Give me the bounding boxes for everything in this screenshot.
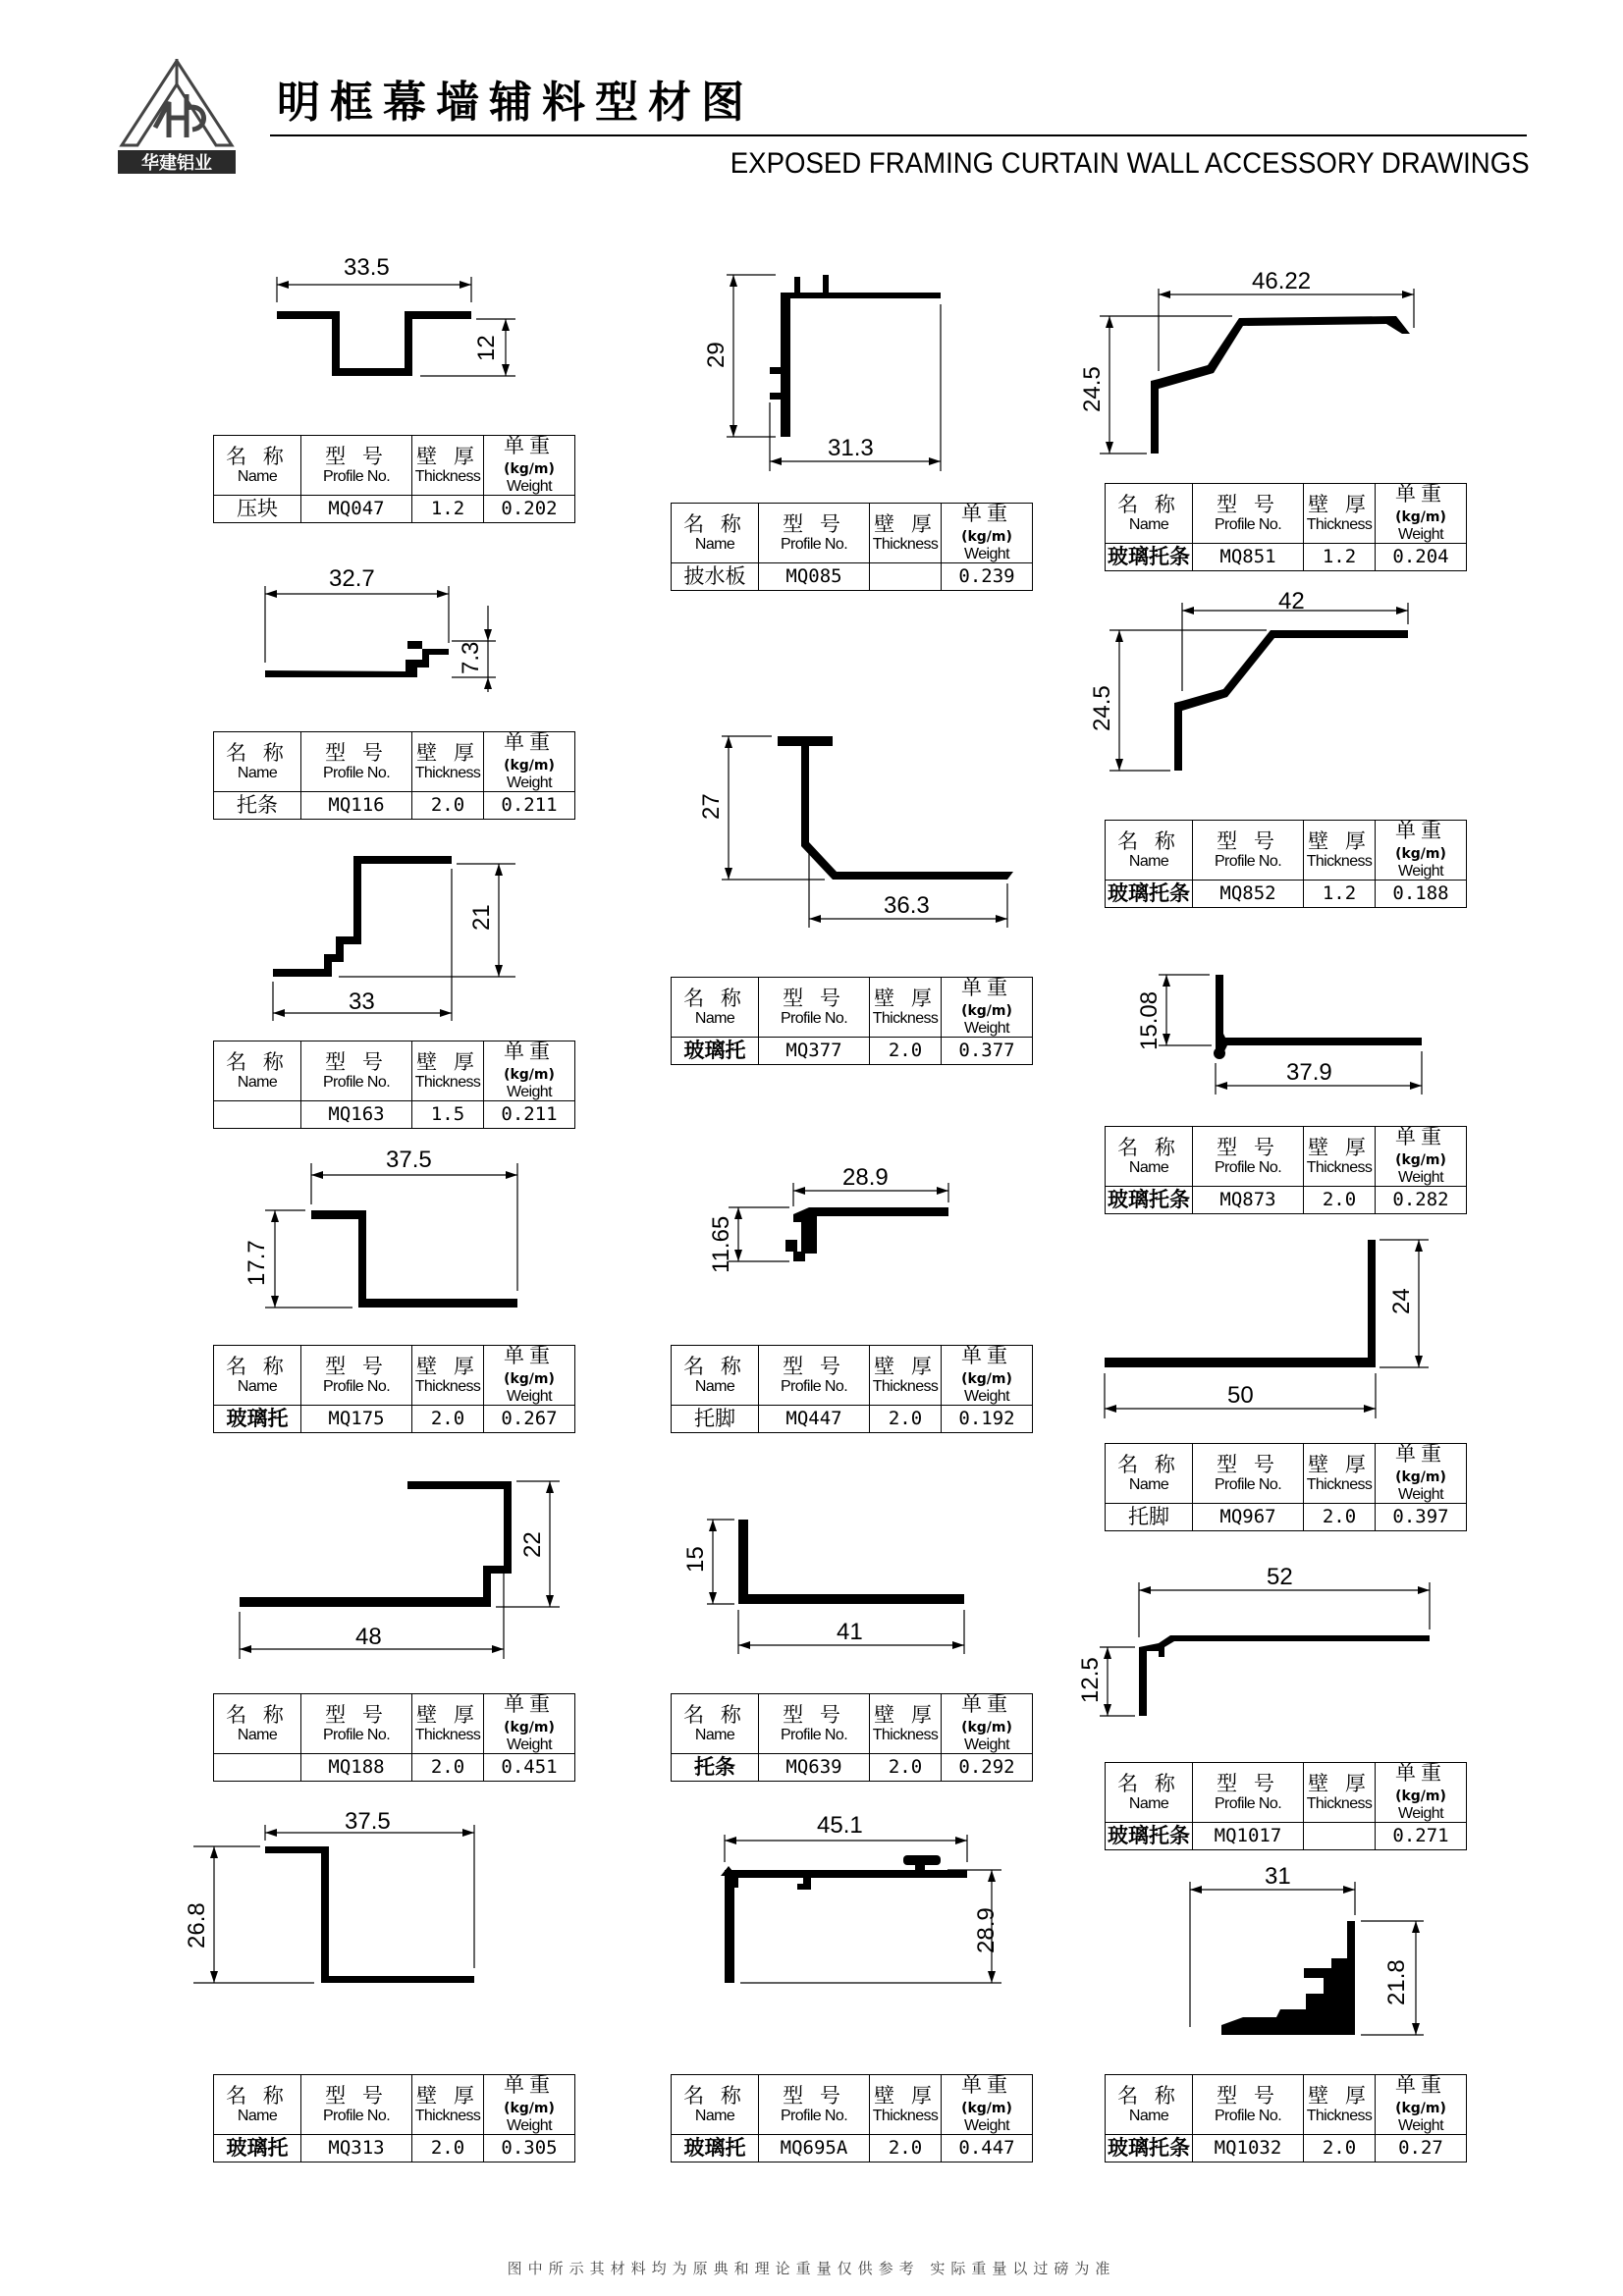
profile-drawing-mq967	[1095, 1232, 1448, 1428]
profile-drawing-mq163	[265, 844, 520, 1026]
spec-table-mq313: 名 称 Name 型 号 Profile No. 壁 厚 Thickness 单重(kg/m) Weight 玻璃托 MQ313 2.0 0.305	[213, 2074, 575, 2163]
profile-drawing-mq1017	[1077, 1561, 1434, 1723]
dim-height: 22	[519, 1531, 546, 1558]
dim-height: 21.8	[1383, 1959, 1410, 2005]
dim-width: 46.22	[1252, 268, 1312, 294]
dim-height: 28.9	[973, 1907, 1000, 1953]
dim-width: 41	[837, 1619, 863, 1645]
dim-width: 36.3	[884, 892, 930, 919]
profile-drawing-mq695a	[707, 1811, 1001, 2007]
spec-table-mq377: 名 称 Name 型 号 Profile No. 壁 厚 Thickness 单重(kg/m) Weight 玻璃托 MQ377 2.0 0.377	[671, 977, 1033, 1065]
dim-width: 28.9	[842, 1164, 889, 1191]
dim-width: 31.3	[828, 435, 874, 461]
profile-drawing-mq447	[707, 1163, 962, 1286]
profile-drawing-mq175	[241, 1144, 535, 1320]
spec-table-mq1017: 名 称 Name 型 号 Profile No. 壁 厚 Thickness 单重(kg/m) Weight 玻璃托条 MQ1017 0.271	[1105, 1762, 1467, 1850]
spec-table-mq175: 名 称 Name 型 号 Profile No. 壁 厚 Thickness 单重(kg/m) Weight 玻璃托 MQ175 2.0 0.267	[213, 1345, 575, 1433]
profile-drawing-mq377	[698, 726, 1021, 933]
spec-table-mq967: 名 称 Name 型 号 Profile No. 壁 厚 Thickness 单重(kg/m) Weight 托脚 MQ967 2.0 0.397	[1105, 1443, 1467, 1531]
spec-table-mq447: 名 称 Name 型 号 Profile No. 壁 厚 Thickness 单重(kg/m) Weight 托脚 MQ447 2.0 0.192	[671, 1345, 1033, 1433]
spec-table-mq851: 名 称 Name 型 号 Profile No. 壁 厚 Thickness 单重(kg/m) Weight 玻璃托条 MQ851 1.2 0.204	[1105, 483, 1467, 571]
profile-drawing-mq639	[682, 1502, 982, 1664]
company-logo	[118, 59, 236, 175]
profile-drawing-mq047	[265, 255, 520, 388]
dim-width: 42	[1278, 588, 1305, 614]
dim-width: 48	[355, 1624, 382, 1650]
dim-height: 24.5	[1089, 685, 1115, 731]
spec-table-mq116: 名 称 Name 型 号 Profile No. 壁 厚 Thickness 单重(kg/m) Weight 托条 MQ116 2.0 0.211	[213, 731, 575, 820]
footer-note: 图中所示其材料均为原典和理论重量仅供参考 实际重量以过磅为准	[507, 2260, 1116, 2277]
dim-width: 50	[1227, 1382, 1254, 1409]
company-name: 华建铝业	[141, 153, 212, 174]
header-divider	[270, 134, 1527, 136]
dim-width: 33	[349, 988, 375, 1015]
dim-height: 11.65	[708, 1215, 734, 1273]
spec-table-mq639: 名 称 Name 型 号 Profile No. 壁 厚 Thickness 单重(kg/m) Weight 托条 MQ639 2.0 0.292	[671, 1693, 1033, 1782]
dim-height: 24	[1388, 1288, 1415, 1314]
spec-table-mq085: 名 称 Name 型 号 Profile No. 壁 厚 Thickness 单重(kg/m) Weight 披水板 MQ085 0.239	[671, 503, 1033, 591]
spec-table-mq188: 名 称 Name 型 号 Profile No. 壁 厚 Thickness 单重(kg/m) Weight MQ188 2.0 0.451	[213, 1693, 575, 1782]
spec-table-mq163: 名 称 Name 型 号 Profile No. 壁 厚 Thickness 单重(kg/m) Weight MQ163 1.5 0.211	[213, 1041, 575, 1129]
profile-drawing-mq188	[226, 1477, 579, 1669]
spec-table-mq047: 名 称 Name 型 号 Profile No. 壁 厚 Thickness 单重(kg/m) Weight 压块 MQ047 1.2 0.202	[213, 435, 575, 523]
spec-table-mq873: 名 称 Name 型 号 Profile No. 壁 厚 Thickness 单重(kg/m) Weight 玻璃托条 MQ873 2.0 0.282	[1105, 1126, 1467, 1214]
dim-height: 21	[468, 904, 495, 931]
dim-height: 24.5	[1079, 366, 1106, 412]
dim-height: 29	[703, 342, 730, 368]
dim-width: 45.1	[817, 1812, 863, 1839]
dim-height: 15	[682, 1546, 709, 1573]
dim-height: 15.08	[1136, 990, 1163, 1050]
dim-height: 17.7	[243, 1240, 270, 1286]
profile-drawing-mq047	[0, 0, 1, 1]
dim-height: 12.5	[1077, 1657, 1104, 1703]
dim-width: 52	[1267, 1564, 1293, 1590]
dim-height: 12	[473, 335, 500, 361]
dim-width: 37.5	[386, 1147, 432, 1173]
dim-height: 26.8	[184, 1902, 210, 1949]
profile-drawing-mq851	[1080, 265, 1434, 471]
profile-drawing-mq085	[703, 265, 962, 476]
spec-table-mq852: 名 称 Name 型 号 Profile No. 壁 厚 Thickness 单重(kg/m) Weight 玻璃托条 MQ852 1.2 0.188	[1105, 820, 1467, 908]
page-title-cn: 明框幕墙辅料型材图	[277, 78, 754, 128]
dim-width: 31	[1265, 1863, 1291, 1890]
dim-width: 32.7	[329, 565, 375, 592]
profile-drawing-mq852	[1080, 589, 1434, 780]
profile-drawing-mq1032	[1168, 1860, 1443, 2056]
dim-height: 7.3	[458, 641, 484, 674]
dim-width: 37.9	[1286, 1059, 1332, 1086]
dim-width: 37.5	[345, 1808, 391, 1835]
dim-width: 33.5	[344, 254, 390, 281]
spec-table-mq1032: 名 称 Name 型 号 Profile No. 壁 厚 Thickness 单重(kg/m) Weight 玻璃托条 MQ1032 2.0 0.27	[1105, 2074, 1467, 2163]
profile-drawing-mq873	[1136, 967, 1434, 1109]
profile-drawing-mq313	[182, 1808, 496, 2007]
page-title-en: EXPOSED FRAMING CURTAIN WALL ACCESSORY DRAWINGS	[730, 147, 1530, 180]
spec-table-mq695a: 名 称 Name 型 号 Profile No. 壁 厚 Thickness 单重(kg/m) Weight 玻璃托 MQ695A 2.0 0.447	[671, 2074, 1033, 2163]
profile-drawing-mq116	[260, 564, 515, 697]
dim-height: 27	[698, 793, 725, 820]
